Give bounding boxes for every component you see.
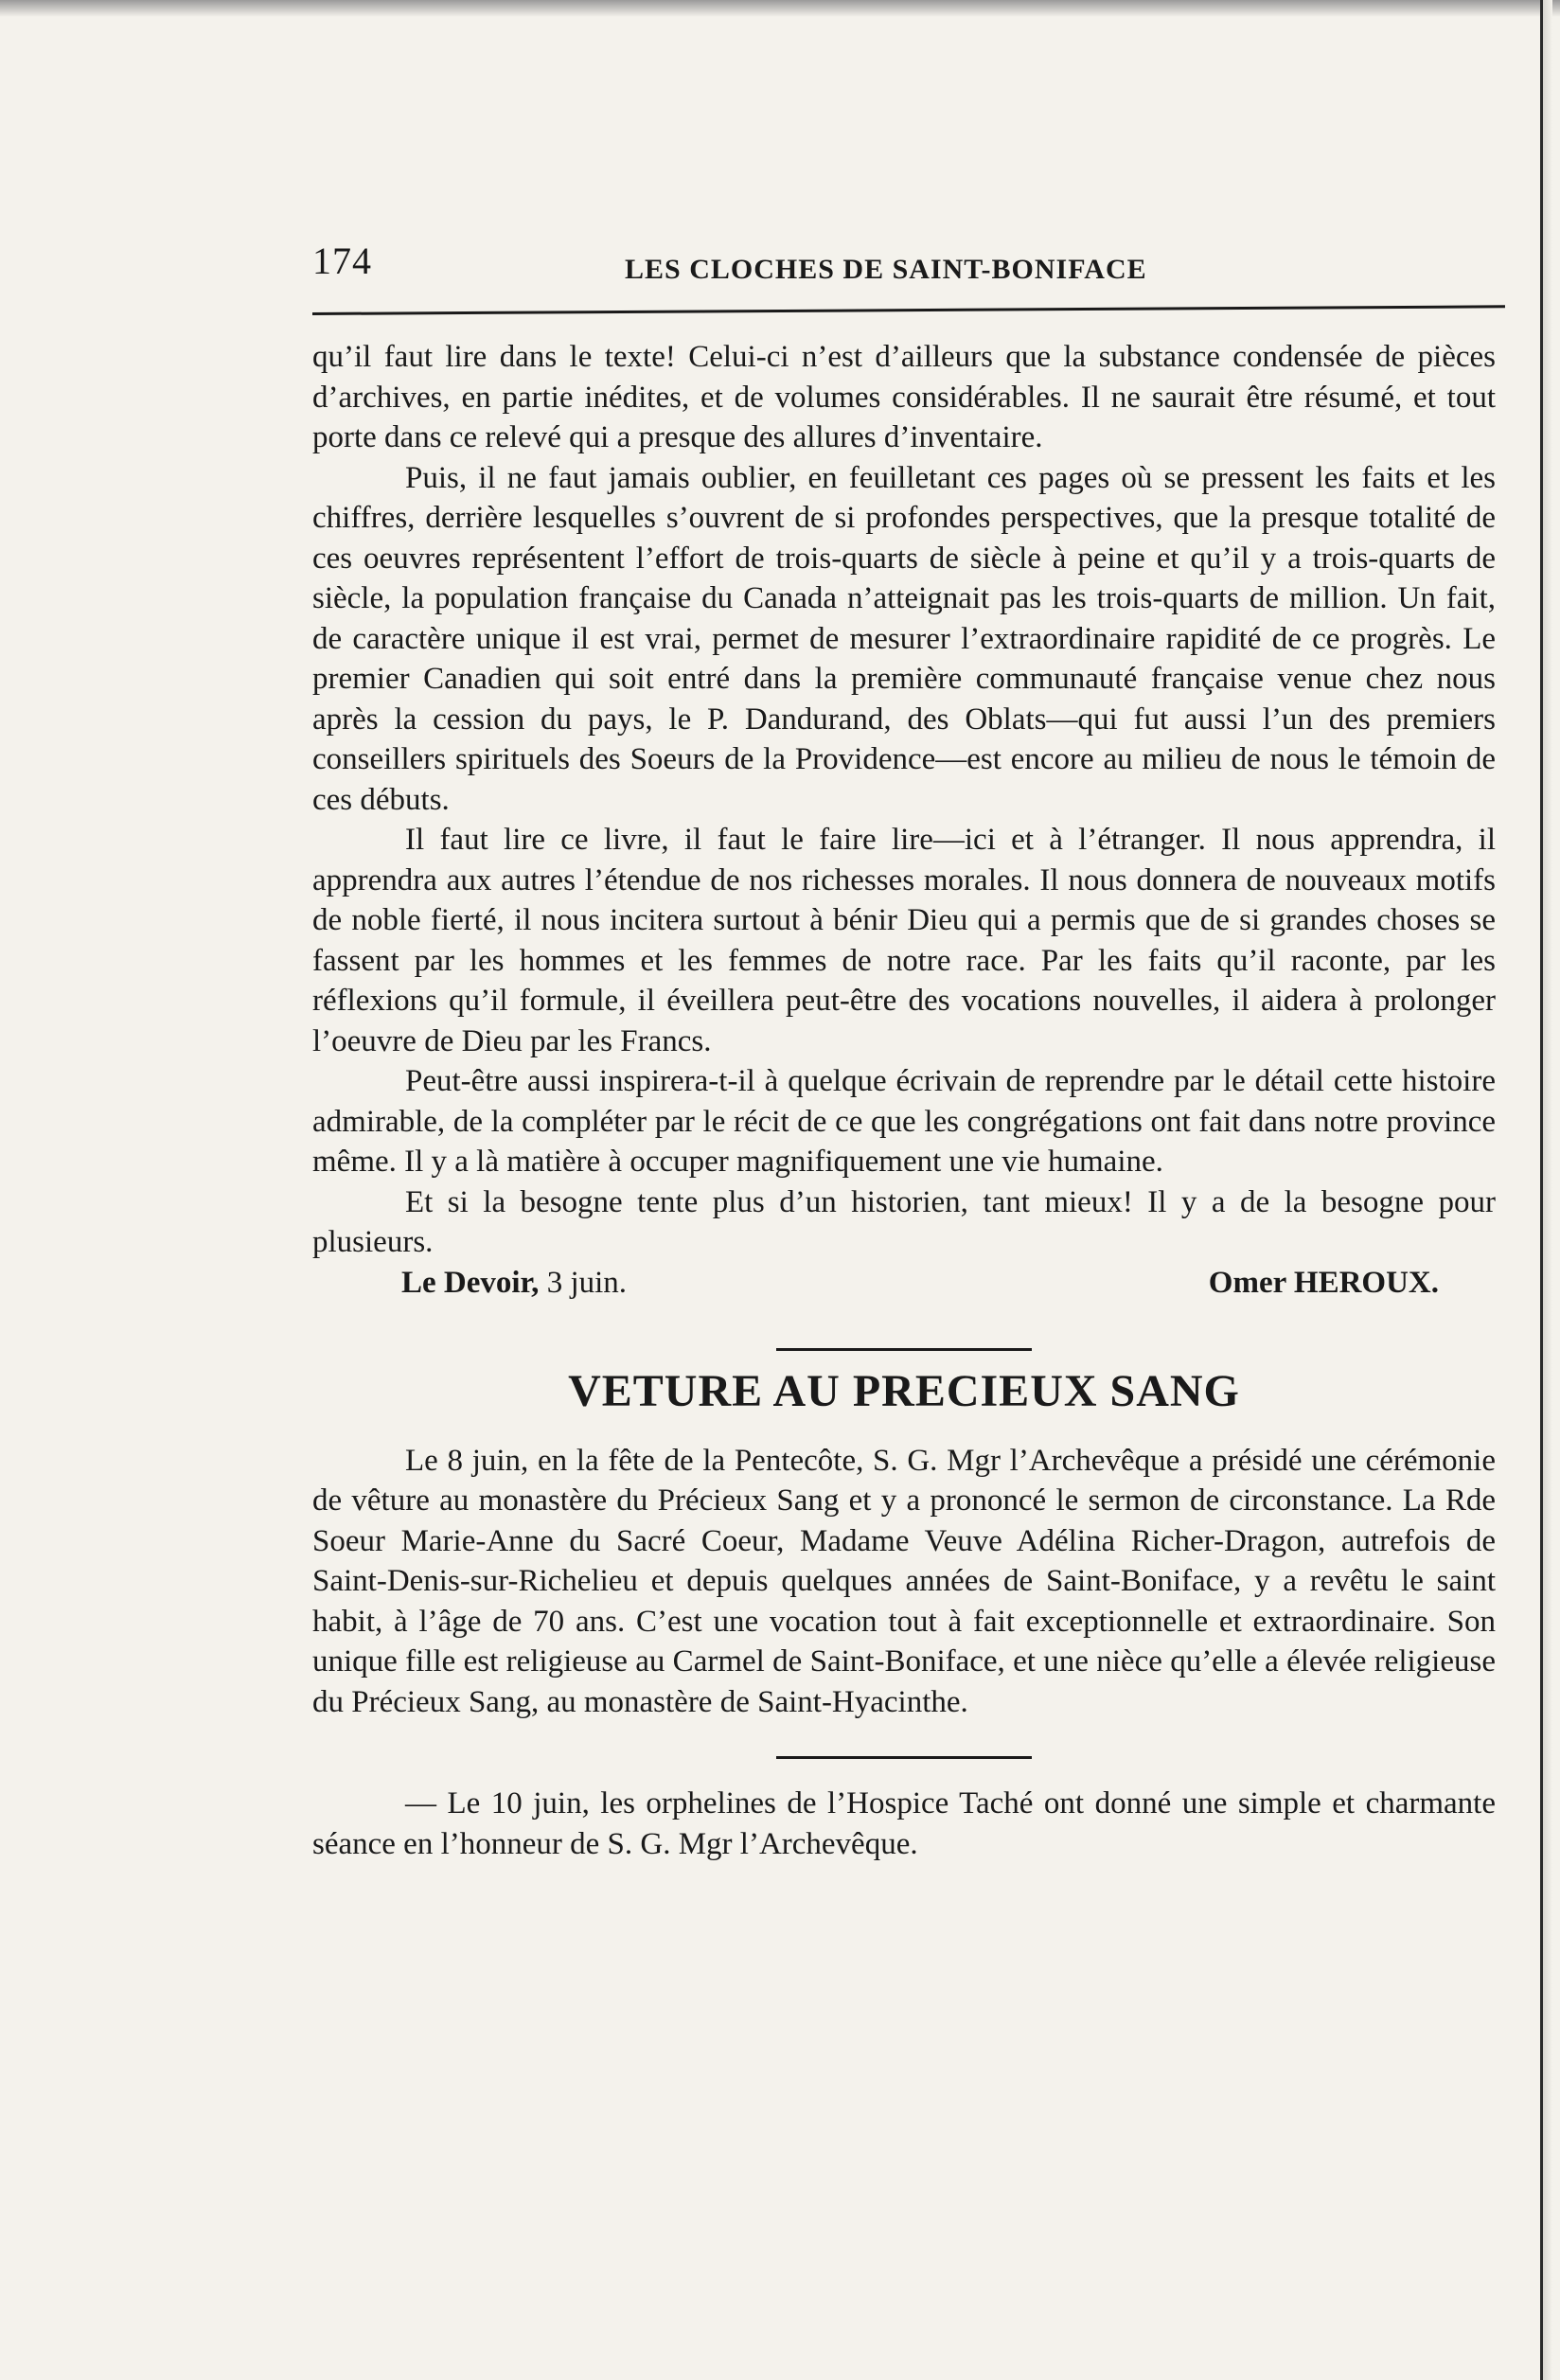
paragraph: Il faut lire ce livre, il faut le faire lire—ici et à l’étranger. Il nous apprendra, il apprendra aux autres l’étendue de nos richesses morales. Il nous donnera de nouveaux motifs de noble fierté, il nous incitera surtout à bénir Dieu qui a permis que de si grandes choses se fassent par les hommes et les femmes de notre race. Par les faits qu’il raconte, par les réflexions qu’il formule, il éveillera peut-être des vocations nouvelles, il aidera à prolonger l’oeuvre de Dieu par les Francs. xyxy=(312,823,1496,1058)
paragraph: Puis, il ne faut jamais oublier, en feuilletant ces pages où se pressent les faits et les chiffres, derrière lesquelles s’ouvrent de si profondes perspectives, que la presque totalité de ces oeuvres représentent l’effort de trois-quarts de siècle à peine et qu’il y a trois-quarts de siècle, la population française du Canada n’atteignait pas les trois-quarts de million. Un fait, de caractère unique il est vrai, permet de mesurer l’extraordinaire rapidité de ce progrès. Le premier Canadien qui soit entré dans la première communauté française venue chez nous après la cession du pays, le P. Dandurand, des Oblats—qui fut aussi l’un des premiers conseillers spirituels des Soeurs de la Providence—est encore au milieu de nous le témoin de ces débuts. xyxy=(312,460,1496,817)
paragraph: qu’il faut lire dans le texte! Celui-ci n’est d’ailleurs que la substance condensée de pièces d’archives, en partie inédites, et de volumes considérables. Il ne saurait être résumé, et tout porte dans ce relevé qui a presque des allures d’inventaire. xyxy=(312,340,1496,454)
scan-shadow-top xyxy=(0,0,1560,17)
paragraph: Le 8 juin, en la fête de la Pentecôte, S. G. Mgr l’Archevêque a présidé une cérémonie de vêture au monastère du Précieux Sang et y a prononcé le sermon de circonstance. La Rde Soeur Marie-Anne du Sacré Coeur, Madame Veuve Adélina Richer-Dragon, autrefois de Saint-Denis-sur-Richelieu et depuis quelques années de Saint-Boniface, y a revêtu le saint habit, à l’âge de 70 ans. C’est une vocation tout à fait exceptionnelle et extraordinaire. Son unique fille est religieuse au Carmel de Saint-Boniface, et une nièce qu’elle a élevée religieuse du Précieux Sang, au monastère de Saint-Hyacinthe. xyxy=(312,1443,1496,1719)
source-date: 3 juin. xyxy=(546,1265,628,1300)
running-title: LES CLOCHES DE SAINT-BONIFACE xyxy=(625,254,1147,285)
page-body xyxy=(312,337,1496,1864)
page-edge-shade xyxy=(1543,0,1552,2380)
article-seance xyxy=(312,1784,1496,1864)
section-divider xyxy=(776,1756,1032,1759)
source-citation xyxy=(401,1263,627,1304)
source-name: Le Devoir, xyxy=(401,1265,540,1300)
paragraph: Et si la besogne tente plus d’un historien, tant mieux! Il y a de la besogne pour plusieurs. xyxy=(312,1184,1496,1259)
page-edge-line xyxy=(1540,0,1543,2380)
author-name: Omer HEROUX. xyxy=(1208,1265,1439,1300)
signature-row xyxy=(312,1263,1496,1304)
article-review xyxy=(312,337,1496,1303)
page-number: 174 xyxy=(312,240,372,282)
section-divider xyxy=(776,1348,1032,1351)
paragraph: — Le 10 juin, les orphelines de l’Hospice Taché ont donné une simple et charmante séance en l’honneur de S. G. Mgr l’Archevêque. xyxy=(312,1786,1496,1861)
article-veture xyxy=(312,1366,1496,1722)
section-title: VETURE AU PRECIEUX SANG xyxy=(568,1366,1240,1416)
header-rule xyxy=(312,305,1505,315)
paragraph: Peut-être aussi inspirera-t-il à quelque écrivain de reprendre par le détail cette histoire admirable, de la compléter par le récit de ce que les congrégations ont fait dans notre province même. Il y a là matière à occuper magnifiquement une vie humaine. xyxy=(312,1064,1496,1179)
